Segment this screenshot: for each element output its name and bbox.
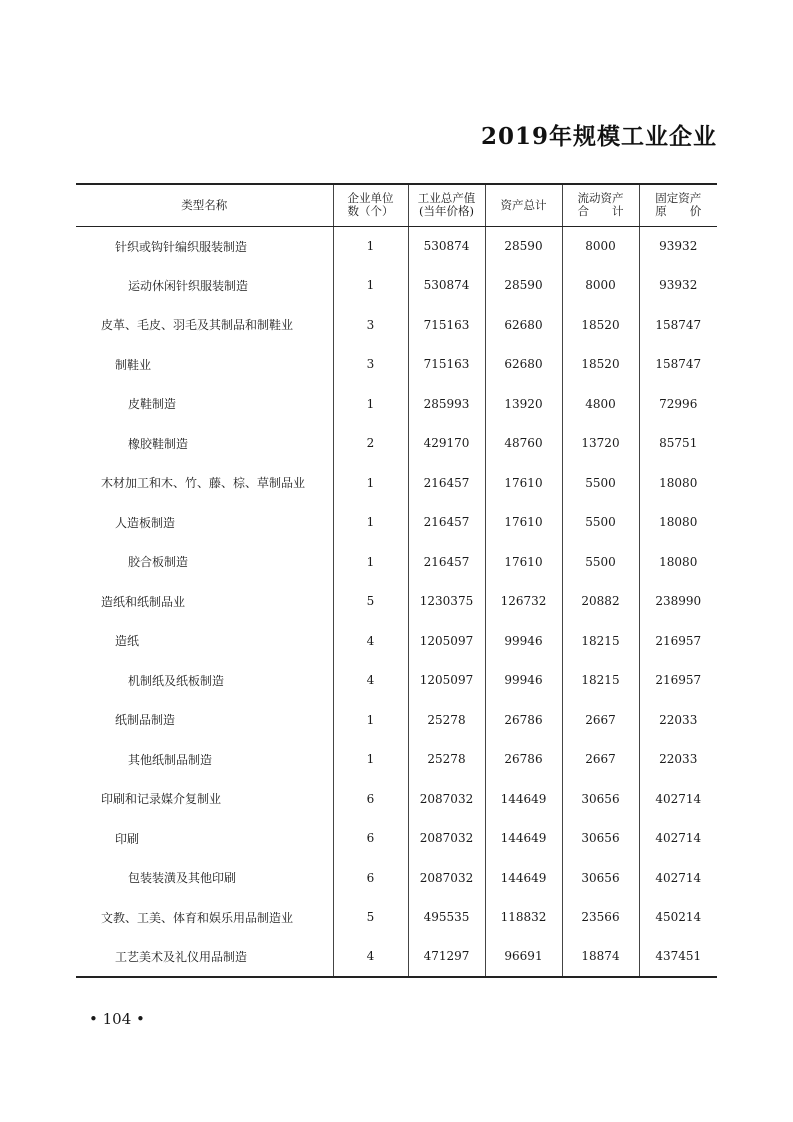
cell-current-assets: 2667 xyxy=(562,700,639,740)
cell-output: 530874 xyxy=(408,266,485,306)
cell-assets: 144649 xyxy=(485,819,562,859)
cell-assets: 28590 xyxy=(485,266,562,306)
cell-assets: 17610 xyxy=(485,503,562,543)
cell-name: 运动休闲针织服装制造 xyxy=(128,278,249,293)
cell-current-assets: 5500 xyxy=(562,542,639,582)
cell-units: 6 xyxy=(333,819,408,859)
cell-fixed-assets: 93932 xyxy=(639,266,717,306)
cell-fixed-assets: 402714 xyxy=(639,858,717,898)
cell-name: 其他纸制品制造 xyxy=(128,752,213,767)
cell-fixed-assets: 216957 xyxy=(639,661,717,701)
cell-fixed-assets: 22033 xyxy=(639,700,717,740)
cell-fixed-assets: 158747 xyxy=(639,345,717,385)
page-title: 2019年规模工业企业 xyxy=(480,123,717,150)
cell-name: 纸制品制造 xyxy=(115,713,176,728)
cell-fixed-assets: 93932 xyxy=(639,226,717,266)
cell-name: 造纸 xyxy=(115,634,140,649)
cell-units: 4 xyxy=(333,661,408,701)
cell-fixed-assets: 450214 xyxy=(639,898,717,938)
cell-name: 印刷 xyxy=(115,831,140,846)
cell-current-assets: 18874 xyxy=(562,937,639,977)
cell-fixed-assets: 216957 xyxy=(639,621,717,661)
header-fixed-assets: 固定资产 原 价 xyxy=(639,184,717,226)
cell-assets: 13920 xyxy=(485,384,562,424)
table-row xyxy=(76,226,717,266)
cell-units: 2 xyxy=(333,424,408,464)
cell-current-assets: 30656 xyxy=(562,819,639,859)
cell-name: 印刷和记录媒介复制业 xyxy=(101,792,222,807)
cell-fixed-assets: 158747 xyxy=(639,305,717,345)
cell-units: 1 xyxy=(333,542,408,582)
table-row xyxy=(76,266,717,306)
cell-name: 工艺美术及礼仪用品制造 xyxy=(76,937,333,977)
cell-assets: 62680 xyxy=(485,345,562,385)
table-row xyxy=(76,898,717,938)
cell-fixed-assets: 402714 xyxy=(639,779,717,819)
cell-units: 5 xyxy=(333,582,408,622)
cell-assets: 48760 xyxy=(485,424,562,464)
cell-name: 橡胶鞋制造 xyxy=(128,436,189,451)
cell-current-assets: 18520 xyxy=(562,345,639,385)
cell-output: 216457 xyxy=(408,463,485,503)
cell-units: 5 xyxy=(333,898,408,938)
statistics-table xyxy=(76,183,717,978)
cell-assets: 26786 xyxy=(485,700,562,740)
cell-current-assets: 18215 xyxy=(562,661,639,701)
cell-current-assets: 30656 xyxy=(562,858,639,898)
table-header-row xyxy=(76,184,717,226)
table-row xyxy=(76,779,717,819)
cell-output: 495535 xyxy=(408,898,485,938)
table-row xyxy=(76,937,717,977)
cell-output: 216457 xyxy=(408,503,485,543)
cell-fixed-assets: 18080 xyxy=(639,503,717,543)
cell-output: 216457 xyxy=(408,542,485,582)
table-row xyxy=(76,858,717,898)
table-row xyxy=(76,305,717,345)
cell-fixed-assets: 72996 xyxy=(639,384,717,424)
cell-current-assets: 5500 xyxy=(562,463,639,503)
cell-current-assets: 23566 xyxy=(562,898,639,938)
cell-name: 文教、工美、体育和娱乐用品制造业 xyxy=(101,910,294,925)
cell-current-assets: 2667 xyxy=(562,740,639,780)
header-output: 工业总产值 (当年价格) xyxy=(408,184,485,226)
table-row xyxy=(76,503,717,543)
cell-output: 2087032 xyxy=(408,779,485,819)
cell-output: 2087032 xyxy=(408,858,485,898)
cell-units: 4 xyxy=(333,937,408,977)
cell-units: 1 xyxy=(333,463,408,503)
table-row xyxy=(76,819,717,859)
table-row xyxy=(76,424,717,464)
cell-units: 3 xyxy=(333,345,408,385)
cell-name: 机制纸及纸板制造 xyxy=(128,673,225,688)
header-name: 类型名称 xyxy=(76,184,333,226)
cell-name: 人造板制造 xyxy=(115,515,176,530)
cell-units: 4 xyxy=(333,621,408,661)
cell-units: 1 xyxy=(333,740,408,780)
cell-assets: 118832 xyxy=(485,898,562,938)
header-units: 企业单位 数（个） xyxy=(333,184,408,226)
cell-assets: 99946 xyxy=(485,621,562,661)
cell-name: 制鞋业 xyxy=(115,357,152,372)
cell-output: 285993 xyxy=(408,384,485,424)
cell-fixed-assets: 85751 xyxy=(639,424,717,464)
cell-fixed-assets: 18080 xyxy=(639,463,717,503)
cell-name: 木材加工和木、竹、藤、棕、草制品业 xyxy=(101,476,306,491)
cell-current-assets: 5500 xyxy=(562,503,639,543)
cell-current-assets: 8000 xyxy=(562,266,639,306)
cell-current-assets: 18520 xyxy=(562,305,639,345)
cell-fixed-assets: 437451 xyxy=(639,937,717,977)
cell-assets: 17610 xyxy=(485,463,562,503)
table-row xyxy=(76,740,717,780)
cell-units: 1 xyxy=(333,226,408,266)
cell-output: 25278 xyxy=(408,740,485,780)
table-row xyxy=(76,582,717,622)
cell-fixed-assets: 22033 xyxy=(639,740,717,780)
cell-output: 530874 xyxy=(408,226,485,266)
cell-output: 715163 xyxy=(408,305,485,345)
cell-output: 1205097 xyxy=(408,661,485,701)
cell-units: 3 xyxy=(333,305,408,345)
table-row xyxy=(76,621,717,661)
cell-fixed-assets: 402714 xyxy=(639,819,717,859)
cell-units: 1 xyxy=(333,266,408,306)
cell-assets: 26786 xyxy=(485,740,562,780)
table-row xyxy=(76,384,717,424)
cell-name: 皮革、毛皮、羽毛及其制品和制鞋业 xyxy=(101,318,294,333)
header-assets: 资产总计 xyxy=(485,184,562,226)
cell-fixed-assets: 18080 xyxy=(639,542,717,582)
cell-current-assets: 18215 xyxy=(562,621,639,661)
table-row xyxy=(76,661,717,701)
cell-output: 1230375 xyxy=(408,582,485,622)
table-row xyxy=(76,345,717,385)
cell-output: 429170 xyxy=(408,424,485,464)
cell-assets: 144649 xyxy=(485,779,562,819)
cell-assets: 99946 xyxy=(485,661,562,701)
page-number: • 104 • xyxy=(89,1010,145,1028)
cell-assets: 126732 xyxy=(485,582,562,622)
cell-output: 2087032 xyxy=(408,819,485,859)
cell-output: 471297 xyxy=(408,937,485,977)
cell-fixed-assets: 238990 xyxy=(639,582,717,622)
cell-units: 1 xyxy=(333,384,408,424)
cell-output: 1205097 xyxy=(408,621,485,661)
cell-assets: 28590 xyxy=(485,226,562,266)
cell-output: 25278 xyxy=(408,700,485,740)
cell-units: 1 xyxy=(333,700,408,740)
cell-output: 715163 xyxy=(408,345,485,385)
cell-current-assets: 8000 xyxy=(562,226,639,266)
cell-assets: 62680 xyxy=(485,305,562,345)
cell-assets: 17610 xyxy=(485,542,562,582)
cell-units: 6 xyxy=(333,858,408,898)
cell-current-assets: 20882 xyxy=(562,582,639,622)
cell-current-assets: 30656 xyxy=(562,779,639,819)
cell-current-assets: 13720 xyxy=(562,424,639,464)
cell-name: 胶合板制造 xyxy=(128,555,189,570)
table-row xyxy=(76,542,717,582)
cell-current-assets: 4800 xyxy=(562,384,639,424)
cell-name: 造纸和纸制品业 xyxy=(101,594,186,609)
cell-assets: 144649 xyxy=(485,858,562,898)
cell-name: 皮鞋制造 xyxy=(128,397,177,412)
cell-units: 6 xyxy=(333,779,408,819)
cell-name: 针织或钩针编织服装制造 xyxy=(115,239,248,254)
header-current-assets: 流动资产 合 计 xyxy=(562,184,639,226)
table-row xyxy=(76,463,717,503)
cell-name: 包装装潢及其他印刷 xyxy=(128,871,237,886)
table-row xyxy=(76,700,717,740)
cell-units: 1 xyxy=(333,503,408,543)
cell-assets: 96691 xyxy=(485,937,562,977)
